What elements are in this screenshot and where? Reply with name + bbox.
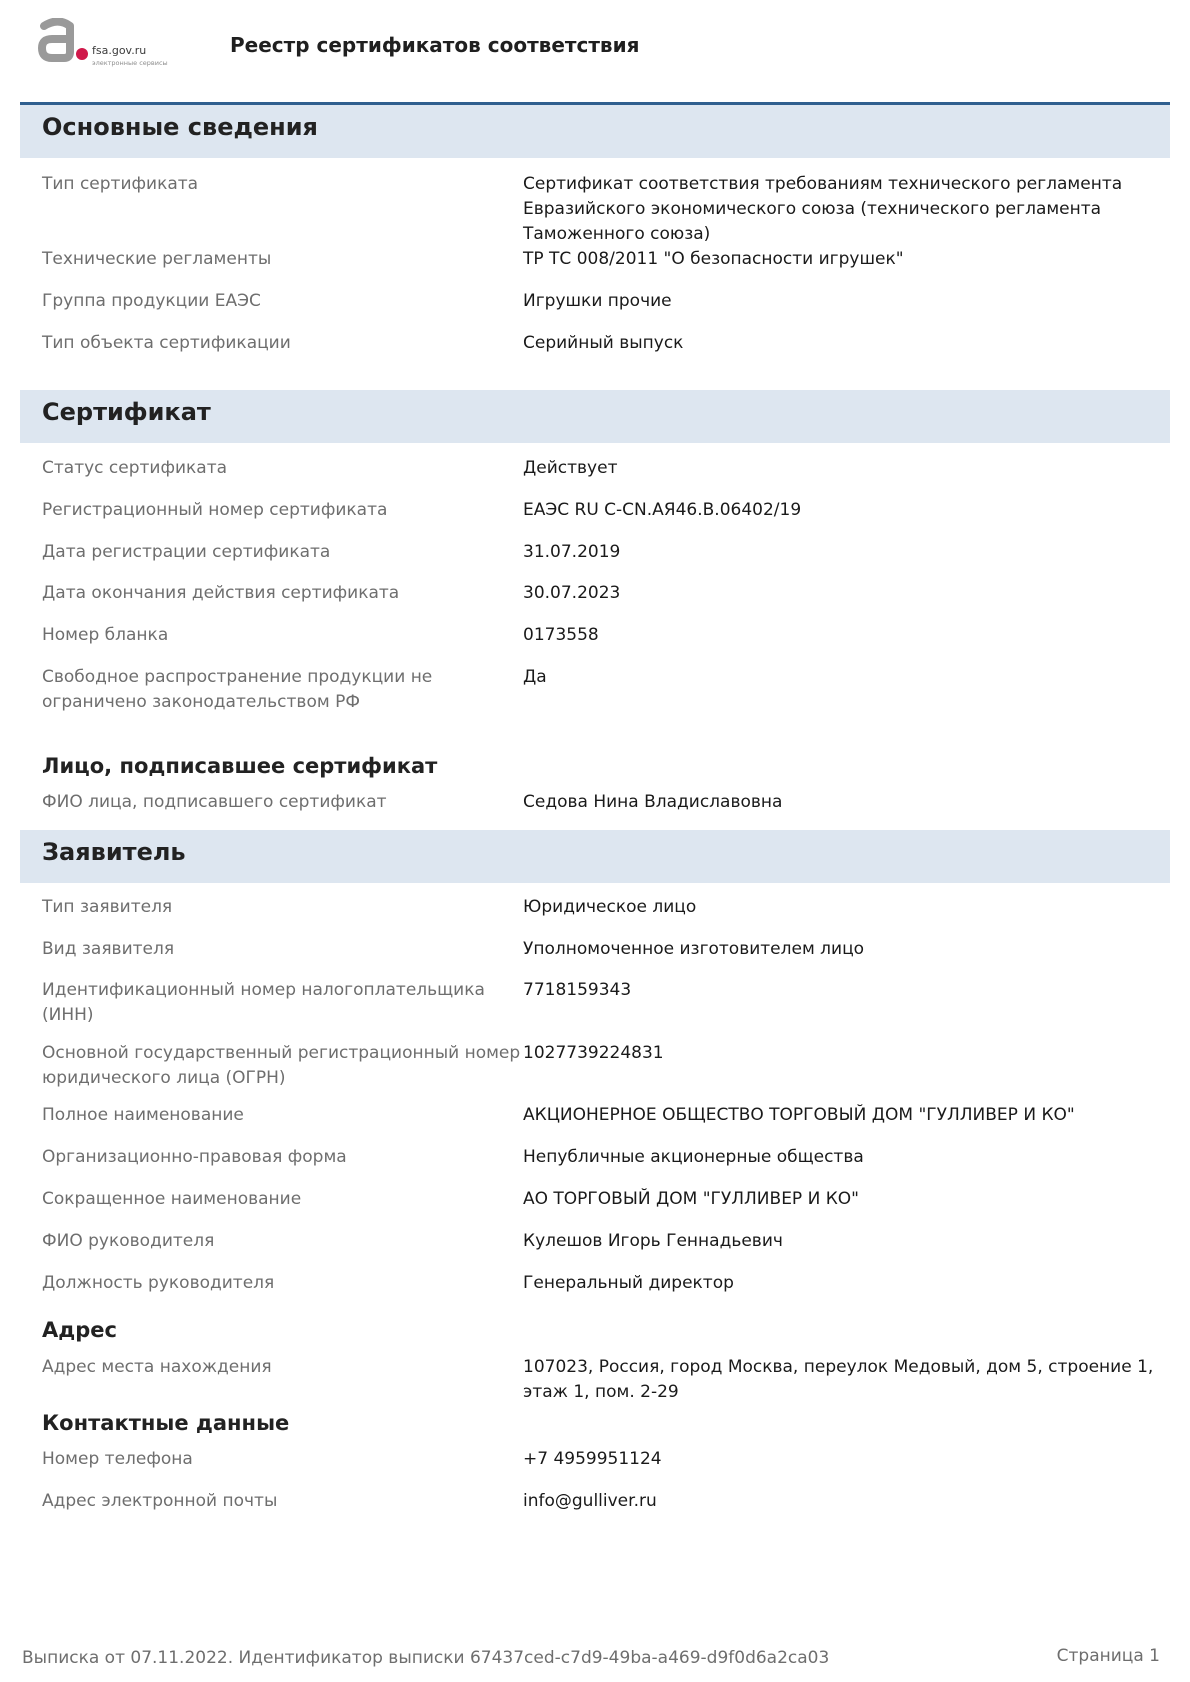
field-value-address: [523, 1355, 1163, 1405]
subheading-address: Адрес: [42, 1318, 117, 1342]
field-label-reg-number: Регистрационный номер сертификата: [42, 500, 388, 520]
field-value-line: Евразийского экономического союза (технического регламента: [523, 199, 1102, 219]
field-value-line: этаж 1, пом. 2-29: [523, 1382, 679, 1402]
field-label-inn: [42, 978, 522, 1028]
field-label-head-name: ФИО руководителя: [42, 1231, 215, 1251]
field-value-full-name: АКЦИОНЕРНОЕ ОБЩЕСТВО ТОРГОВЫЙ ДОМ "ГУЛЛИВЕР И КО": [523, 1105, 1075, 1125]
subheading-contacts: Контактные данные: [42, 1411, 290, 1435]
field-value-head-name: Кулешов Игорь Геннадьевич: [523, 1231, 783, 1251]
footer-extract-info: Выписка от 07.11.2022. Идентификатор выписки 67437ced-c7d9-49ba-a469-d9f0d6a2ca03: [22, 1648, 830, 1668]
field-label-product-group: Группа продукции ЕАЭС: [42, 291, 261, 311]
field-value-signer: Седова Нина Владиславовна: [523, 792, 783, 812]
field-value-inn: 7718159343: [523, 980, 632, 1000]
field-value-cert-type: [523, 172, 1163, 247]
field-value-short-name: АО ТОРГОВЫЙ ДОМ "ГУЛЛИВЕР И КО": [523, 1189, 859, 1209]
field-label-line: ограничено законодательством РФ: [42, 692, 360, 712]
field-value-line: Таможенного союза): [523, 224, 711, 244]
section-certificate: [20, 390, 1170, 443]
field-label-applicant-kind: Вид заявителя: [42, 939, 175, 959]
section-title-applicant: Заявитель: [42, 838, 186, 866]
field-value-cert-status: Действует: [523, 458, 618, 478]
field-label-line: юридического лица (ОГРН): [42, 1068, 286, 1088]
section-title-certificate: Сертификат: [42, 398, 211, 426]
field-value-applicant-kind: Уполномоченное изготовителем лицо: [523, 939, 865, 959]
field-value-legal-form: Непубличные акционерные общества: [523, 1147, 864, 1167]
field-value-tech-regulations: ТР ТС 008/2011 "О безопасности игрушек": [523, 249, 904, 269]
field-label-legal-form: Организационно-правовая форма: [42, 1147, 347, 1167]
field-value-end-date: 30.07.2023: [523, 583, 621, 603]
field-value-reg-date: 31.07.2019: [523, 542, 621, 562]
field-label-line: Свободное распространение продукции не: [42, 667, 433, 687]
field-value-ogrn: 1027739224831: [523, 1043, 664, 1063]
field-label-object-type: Тип объекта сертификации: [42, 333, 291, 353]
section-title-basic-info: Основные сведения: [42, 113, 318, 141]
field-label-head-position: Должность руководителя: [42, 1273, 275, 1293]
subheading-signer: Лицо, подписавшее сертификат: [42, 754, 438, 778]
field-label-cert-status: Статус сертификата: [42, 458, 228, 478]
field-label-email: Адрес электронной почты: [42, 1491, 278, 1511]
field-value-email: info@gulliver.ru: [523, 1491, 657, 1511]
fsa-logo[interactable]: [38, 18, 188, 72]
field-value-applicant-type: Юридическое лицо: [523, 897, 697, 917]
logo-subtitle: электронные сервисы: [92, 59, 168, 67]
footer-page-number: Страница 1: [1056, 1646, 1160, 1666]
field-label-address: Адрес места нахождения: [42, 1357, 272, 1377]
field-label-line: Основной государственный регистрационный номер: [42, 1043, 521, 1063]
field-value-blank-number: 0173558: [523, 625, 599, 645]
field-label-ogrn: [42, 1041, 522, 1091]
field-label-phone: Номер телефона: [42, 1449, 193, 1469]
field-value-free-distribution: Да: [523, 667, 547, 687]
field-label-free-distribution: [42, 665, 522, 715]
field-label-blank-number: Номер бланка: [42, 625, 169, 645]
field-label-short-name: Сокращенное наименование: [42, 1189, 302, 1209]
section-applicant: [20, 830, 1170, 883]
logo-domain: fsa.gov.ru: [92, 44, 147, 57]
field-value-product-group: Игрушки прочие: [523, 291, 672, 311]
field-value-line: Сертификат соответствия требованиям технического регламента: [523, 174, 1123, 194]
field-label-cert-type: Тип сертификата: [42, 174, 199, 194]
field-label-full-name: Полное наименование: [42, 1105, 244, 1125]
registry-title: Реестр сертификатов соответствия: [230, 33, 640, 57]
field-value-reg-number: ЕАЭС RU C-CN.АЯ46.В.06402/19: [523, 500, 802, 520]
field-label-tech-regulations: Технические регламенты: [42, 249, 272, 269]
field-label-line: Идентификационный номер налогоплательщика: [42, 980, 485, 1000]
page-header: [0, 0, 1190, 100]
field-label-end-date: Дата окончания действия сертификата: [42, 583, 400, 603]
field-label-line: (ИНН): [42, 1005, 94, 1025]
field-value-phone: +7 4959951124: [523, 1449, 662, 1469]
field-label-reg-date: Дата регистрации сертификата: [42, 542, 331, 562]
field-value-object-type: Серийный выпуск: [523, 333, 684, 353]
section-basic-info: [20, 105, 1170, 158]
field-value-head-position: Генеральный директор: [523, 1273, 734, 1293]
field-value-line: 107023, Россия, город Москва, переулок Медовый, дом 5, строение 1,: [523, 1357, 1154, 1377]
field-label-signer: ФИО лица, подписавшего сертификат: [42, 792, 387, 812]
fsa-logo-icon: [38, 18, 94, 68]
field-label-applicant-type: Тип заявителя: [42, 897, 173, 917]
